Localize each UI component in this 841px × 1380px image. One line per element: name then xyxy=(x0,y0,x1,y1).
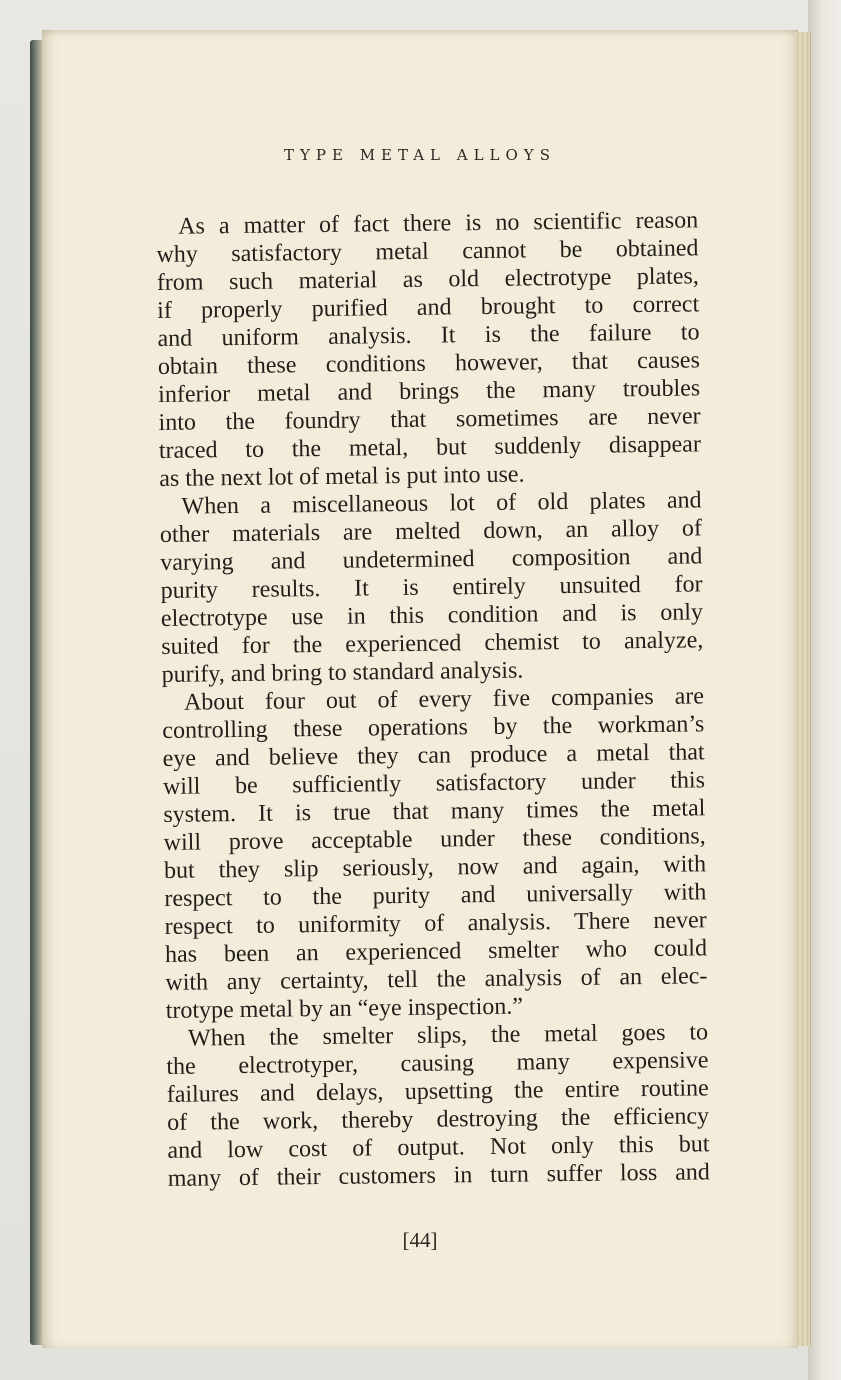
text-line: with any certainty, tell the analysis of an elec- xyxy=(165,963,708,996)
text-line: When the smelter slips, the metal goes to xyxy=(187,1019,709,1052)
text-line: purify, and bring to standard analysis. xyxy=(161,657,524,688)
text-line: failures and delays, upsetting the entire routine xyxy=(166,1075,709,1108)
body-text xyxy=(156,206,710,1193)
text-line: suited for the experienced chemist to analyze, xyxy=(161,627,704,660)
adjacent-page-strip xyxy=(808,0,841,1380)
text-line: will be sufficiently satisfactory under this xyxy=(162,767,706,800)
text-line: respect to the purity and universally with xyxy=(164,879,707,912)
text-line: the electrotyper, causing many expensive xyxy=(166,1047,709,1080)
text-line: other materials are melted down, an alloy of xyxy=(159,515,703,548)
text-line: if properly purified and brought to correct xyxy=(157,291,700,324)
text-line: but they slip seriously, now and again, with xyxy=(163,851,707,884)
text-line: When a miscellaneous lot of old plates and xyxy=(181,487,702,520)
text-line: and low cost of output. Not only this but xyxy=(167,1131,710,1164)
running-head: TYPE METAL ALLOYS xyxy=(283,146,556,164)
text-line: of the work, thereby destroying the efficiency xyxy=(166,1103,710,1136)
text-line: obtain these conditions however, that causes xyxy=(157,347,700,380)
text-line: purity results. It is entirely unsuited for xyxy=(160,571,703,604)
page-stack-edge xyxy=(794,32,811,1346)
text-line: system. It is true that many times the metal xyxy=(163,795,706,828)
text-line: electrotype use in this condition and is only xyxy=(160,599,704,632)
book-page xyxy=(42,30,798,1348)
text-line: inferior metal and brings the many troubles xyxy=(158,375,701,408)
text-line: into the foundry that sometimes are never xyxy=(158,403,701,436)
text-line: will prove acceptable under these conditions, xyxy=(163,823,706,856)
page-number: [44] xyxy=(402,1228,438,1252)
text-line: About four out of every five companies are xyxy=(183,683,705,716)
text-line: controlling these operations by the workman’s xyxy=(162,711,705,744)
text-line: has been an experienced smelter who could xyxy=(164,935,708,968)
text-line: traced to the metal, but suddenly disappear xyxy=(158,431,702,464)
text-line: as the next lot of metal is put into use. xyxy=(159,461,525,492)
text-line: respect to uniformity of analysis. There never xyxy=(164,907,707,940)
text-line: eye and believe they can produce a metal that xyxy=(162,739,705,772)
text-line: As a matter of fact there is no scientific reason xyxy=(178,207,699,240)
text-line: why satisfactory metal cannot be obtained xyxy=(156,235,699,268)
text-line: trotype metal by an “eye inspection.” xyxy=(165,993,524,1024)
text-line: many of their customers in turn suffer loss and xyxy=(167,1159,710,1192)
text-line: from such material as old electrotype plates, xyxy=(156,263,699,296)
text-line: varying and undetermined composition and xyxy=(160,543,703,576)
text-line: and uniform analysis. It is the failure to xyxy=(157,319,700,352)
